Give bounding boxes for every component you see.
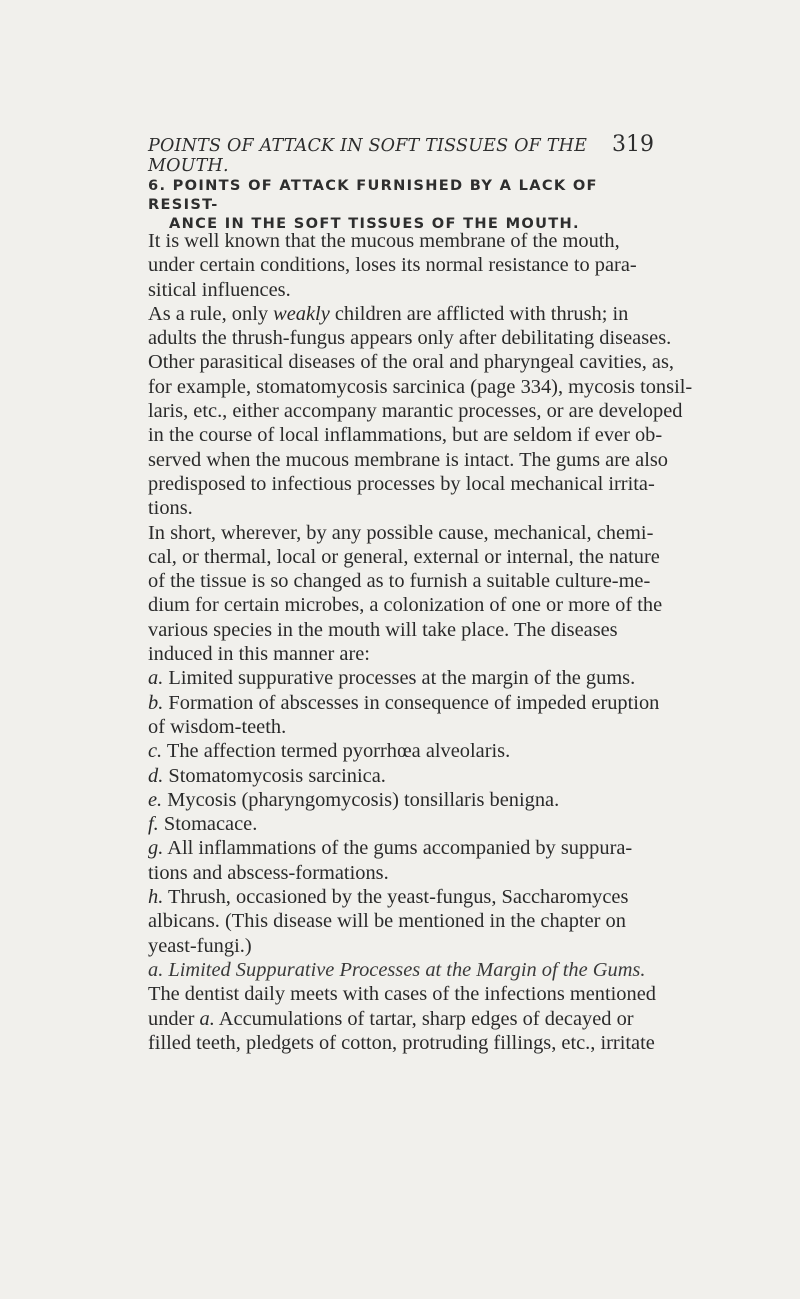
paragraph-line: cal, or thermal, local or general, external or internal, the nature [148,545,660,568]
list-item-line: albicans. (This disease will be mentioned in the chapter on [148,910,626,933]
paragraph-line: of the tissue is so changed as to furnish a suitable culture-me- [148,570,651,593]
emphasis-text: a. [199,1007,215,1030]
paragraph-line: in the course of local inflammations, but are seldom if ever ob- [148,424,663,447]
running-head [148,132,654,176]
text-span: under [148,1007,200,1030]
paragraph-line: sitical influences. [148,278,291,301]
list-item-text: Limited suppurative processes at the margin of the gums. [168,667,636,690]
list-item-text: The affection termed pyorrhœa alveolaris. [166,740,511,763]
text-span: As a rule, only [148,302,274,325]
subsection-title: Limited Suppurative Processes at the Margin of the Gums. [168,958,646,981]
list-item-line [148,764,660,788]
list-item-letter: g. [148,837,164,860]
list-item-line [148,885,660,909]
list-item [148,764,660,788]
paragraph-line [148,302,660,326]
paragraph-line: Other parasitical diseases of the oral and pharyngeal cavities, as, [148,351,674,374]
list-item-line [148,691,660,715]
section-heading [148,176,658,233]
paragraph-3 [148,521,663,667]
list-item [148,691,660,740]
paragraph-1 [148,229,660,302]
running-head-title: POINTS OF ATTACK IN SOFT TISSUES OF THE MOUTH. [148,136,588,176]
paragraph-line: laris, etc., either accompany marantic processes, or are developed [148,400,683,423]
paragraph-line: In short, wherever, by any possible cause, mechanical, chemi- [148,521,654,544]
list-item-letter: b. [148,691,164,714]
list-item-line: of wisdom-teeth. [148,715,287,738]
list-item-text: Formation of abscesses in consequence of impeded eruption [168,691,660,714]
list-item-line [148,666,660,690]
list-item-line: tions and abscess-formations. [148,861,389,884]
list-item-text: Stomatomycosis sarcinica. [168,764,386,787]
list-item-line [148,836,660,860]
text-span: children are afflicted with thrush; in [329,302,629,325]
paragraph-line: filled teeth, pledgets of cotton, protruding fillings, etc., irritate [148,1031,655,1054]
list-item-line [148,812,660,836]
section-heading-line-1: 6. POINTS OF ATTACK FURNISHED BY A LACK OF RESIST- [148,177,598,213]
list-item [148,812,660,836]
list-item-line: yeast-fungi.) [148,934,252,957]
paragraph-line: under certain conditions, loses its normal resistance to para- [148,254,637,277]
list-item-line [148,788,660,812]
list-item-letter: c. [148,740,163,763]
list-item [148,666,660,690]
paragraph-line: dium for certain microbes, a colonization of one or more of the [148,594,663,617]
list-item [148,788,660,812]
list-item-letter: a. [148,667,164,690]
emphasis-text: weakly [273,302,330,325]
paragraph-2 [148,302,693,521]
paragraph-line: It is well known that the mucous membrane of the mouth, [148,230,620,252]
disease-list [148,666,660,958]
text-span: Accumulations of tartar, sharp edges of decayed or [214,1007,634,1030]
subsection-letter: a. [148,958,164,981]
list-item-letter: e. [148,788,163,811]
subsection-heading-line [148,958,660,982]
list-item-letter: d. [148,764,164,787]
list-item-text: Thrush, occasioned by the yeast-fungus, Saccharomyces [168,886,629,909]
paragraph-line: The dentist daily meets with cases of the infections mentioned [148,983,656,1006]
list-item-text: Mycosis (pharyngomycosis) tonsillaris benigna. [167,788,560,811]
list-item [148,836,660,885]
paragraph-line: served when the mucous membrane is intact. The gums are also [148,448,669,471]
paragraph-line [148,1007,660,1031]
paragraph-4 [148,982,660,1055]
list-item-text: All inflammations of the gums accompanied by suppura- [167,837,633,860]
page-number: 319 [612,132,654,157]
list-item-letter: h. [148,886,164,909]
paragraph-line: induced in this manner are: [148,643,370,666]
section-heading-line-2: ANCE IN THE SOFT TISSUES OF THE MOUTH. [169,215,580,232]
subsection-heading [148,958,660,982]
list-item-line [148,739,660,763]
paragraph-line: adults the thrush-fungus appears only after debilitating diseases. [148,327,672,350]
paragraph-line: for example, stomatomycosis sarcinica (page 334), mycosis tonsil- [148,375,693,398]
body-text [148,229,693,1055]
list-item-letter: f. [148,813,159,836]
paragraph-line: predisposed to infectious processes by local mechanical irrita- [148,472,655,495]
list-item [148,739,660,763]
list-item-text: Stomacace. [163,813,258,836]
paragraph-line: tions. [148,497,193,520]
paragraph-line: various species in the mouth will take place. The diseases [148,618,618,641]
list-item [148,885,660,958]
